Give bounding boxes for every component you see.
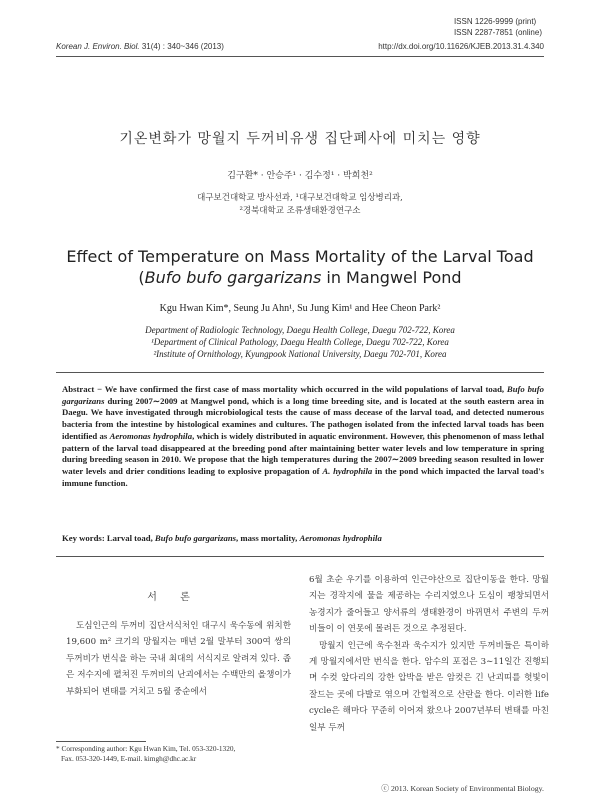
body-left-paragraph: 도심인근의 두꺼비 집단서식처인 대구시 욱수동에 위치한 19,600 m² 크기의 망월지는 매년 2월 말부터 300여 쌍의 두꺼비가 번식을 하는 국내 최대의 서식지로 알려져 있다. 좁은 저수지에 펼쳐진 두꺼비의 난괴에서는 수백만의 올챙이가 부화되어 변태를 거치고 5월 중순에서 — [66, 621, 291, 697]
species-name: Bufo bufo gargarizans — [144, 268, 322, 287]
footnote-rule — [56, 741, 146, 742]
issn-print: ISSN 1226-9999 (print) — [453, 17, 537, 26]
english-affiliation-1: Department of Radiologic Technology, Daegu Health College, Daegu 702-722, Korea — [145, 325, 455, 335]
english-affiliation-2: ¹Department of Clinical Pathology, Daegu Health College, Daegu 702-722, Korea — [151, 337, 449, 347]
korean-authors: 김구환* · 안승주¹ · 김수정¹ · 박희천² — [227, 171, 373, 181]
korean-affiliation-2: ²경북대학교 조류생태환경연구소 — [239, 206, 361, 216]
doi-link[interactable]: http://dx.doi.org/10.11626/KJEB.2013.31.4.340 — [378, 42, 544, 51]
running-header — [56, 42, 544, 54]
english-title: Effect of Temperature on Mass Mortality of the Larval Toad (Bufo bufo gargarizans in Mangwel Pond — [56, 246, 544, 288]
english-title-line1: Effect of Temperature on Mass Mortality of the Larval Toad — [66, 247, 534, 266]
header-rule — [56, 56, 544, 57]
copyright: ⓒ 2013. Korean Society of Environmental Biology. — [381, 784, 544, 793]
section-heading-introduction: 서 론 — [147, 592, 200, 603]
korean-affiliation-1: 대구보건대학교 방사선과, ¹대구보건대학교 임상병리과, — [197, 193, 403, 203]
issn-block — [454, 16, 542, 38]
korean-affiliations — [56, 192, 544, 218]
body-right-paragraph-2: 망월지 인근에 욱수천과 욱수지가 있지만 두꺼비들은 특이하게 망월지에서만 번식을 한다. 암수의 포접은 3∼11일간 진행되며 수컷 앞다리의 강한 압박을 받은 암컷은 긴 난괴띠를 헛빛이 잘드는 곳에 다발로 엮으며 간헐적으로 산란을 한다. 이러한 life cycle은 해마다 꾸준히 이어져 왔으나 2007년부터 변태를 마친 일부 두꺼 — [309, 640, 549, 733]
issn-online: ISSN 2287-7851 (online) — [453, 28, 542, 37]
journal-name: Korean J. Environ. Biol. — [56, 42, 140, 51]
keywords: Key words: Larval toad, Bufo bufo gargarizans, mass mortality, Aeromonas hydrophila — [62, 533, 382, 543]
footnote-line1: * Corresponding author: Kgu Hwan Kim, Tel. 053-320-1320, — [56, 744, 236, 753]
english-title-line2: in Mangwel Pond — [321, 268, 462, 287]
abstract-rule — [56, 372, 544, 373]
english-authors: Kgu Hwan Kim*, Seung Ju Ahn¹, Su Jung Kim¹ and Hee Cheon Park² — [159, 303, 441, 314]
abstract: Abstract − We have confirmed the first case of mass mortality which occurred in the wild populations of larval toad, Bufo bufo gargarizans during 2007∼2009 at Mangwel pond, which is a long time breeding site, and is located at the south eastern area in Daegu. We have investigated through microbiological tests the cause of mass decease of the larval toad, and detected numerous bacteria from the intestine by histological examines and cultures. The pathogen isolated from the infected larval toads has been identified as Aeromonas hydrophila, which is widely distributed in aquatic environment. However, this phenomenon of mass lethal pattern of the larval toad disappeared at the breeding pond after maintaining better water levels and low temperature in spring during breeding season in 2010. We propose that the high temperatures during the 2007∼2009 breeding season resulted in lower water levels and drier conditions leading to explosive propagation of A. hydrophila in the pond which impacted the larval toad's immune function. — [62, 384, 545, 488]
body-right-column — [309, 572, 549, 736]
english-affiliation-3: ²Institute of Ornithology, Kyungpook National University, Daegu 702-701, Korea — [153, 349, 447, 359]
corresponding-author-footnote — [56, 744, 296, 764]
footnote-line2: Fax. 053-320-1449, E-mail. kimgh@dhc.ac.kr — [61, 754, 197, 763]
keywords-rule — [56, 556, 544, 557]
keywords-label: Key words: — [62, 533, 107, 543]
korean-title: 기온변화가 망월지 두꺼비유생 집단폐사에 미치는 영향 — [119, 131, 481, 147]
volume-pages: 31(4) : 340~346 (2013) — [141, 42, 224, 51]
english-affiliations — [56, 324, 544, 360]
body-right-paragraph-1: 6월 초순 우기를 이용하여 인근야산으로 집단이동을 한다. 망월지는 경작지에 물을 제공하는 수리지였으나 도심이 팽창되면서 농경지가 줄어들고 양서류의 생태환경이 바뀌면서 주변의 두꺼비들이 이 연못에 몰려든 것으로 추정된다. — [309, 575, 549, 635]
abstract-label: Abstract — [62, 384, 95, 394]
